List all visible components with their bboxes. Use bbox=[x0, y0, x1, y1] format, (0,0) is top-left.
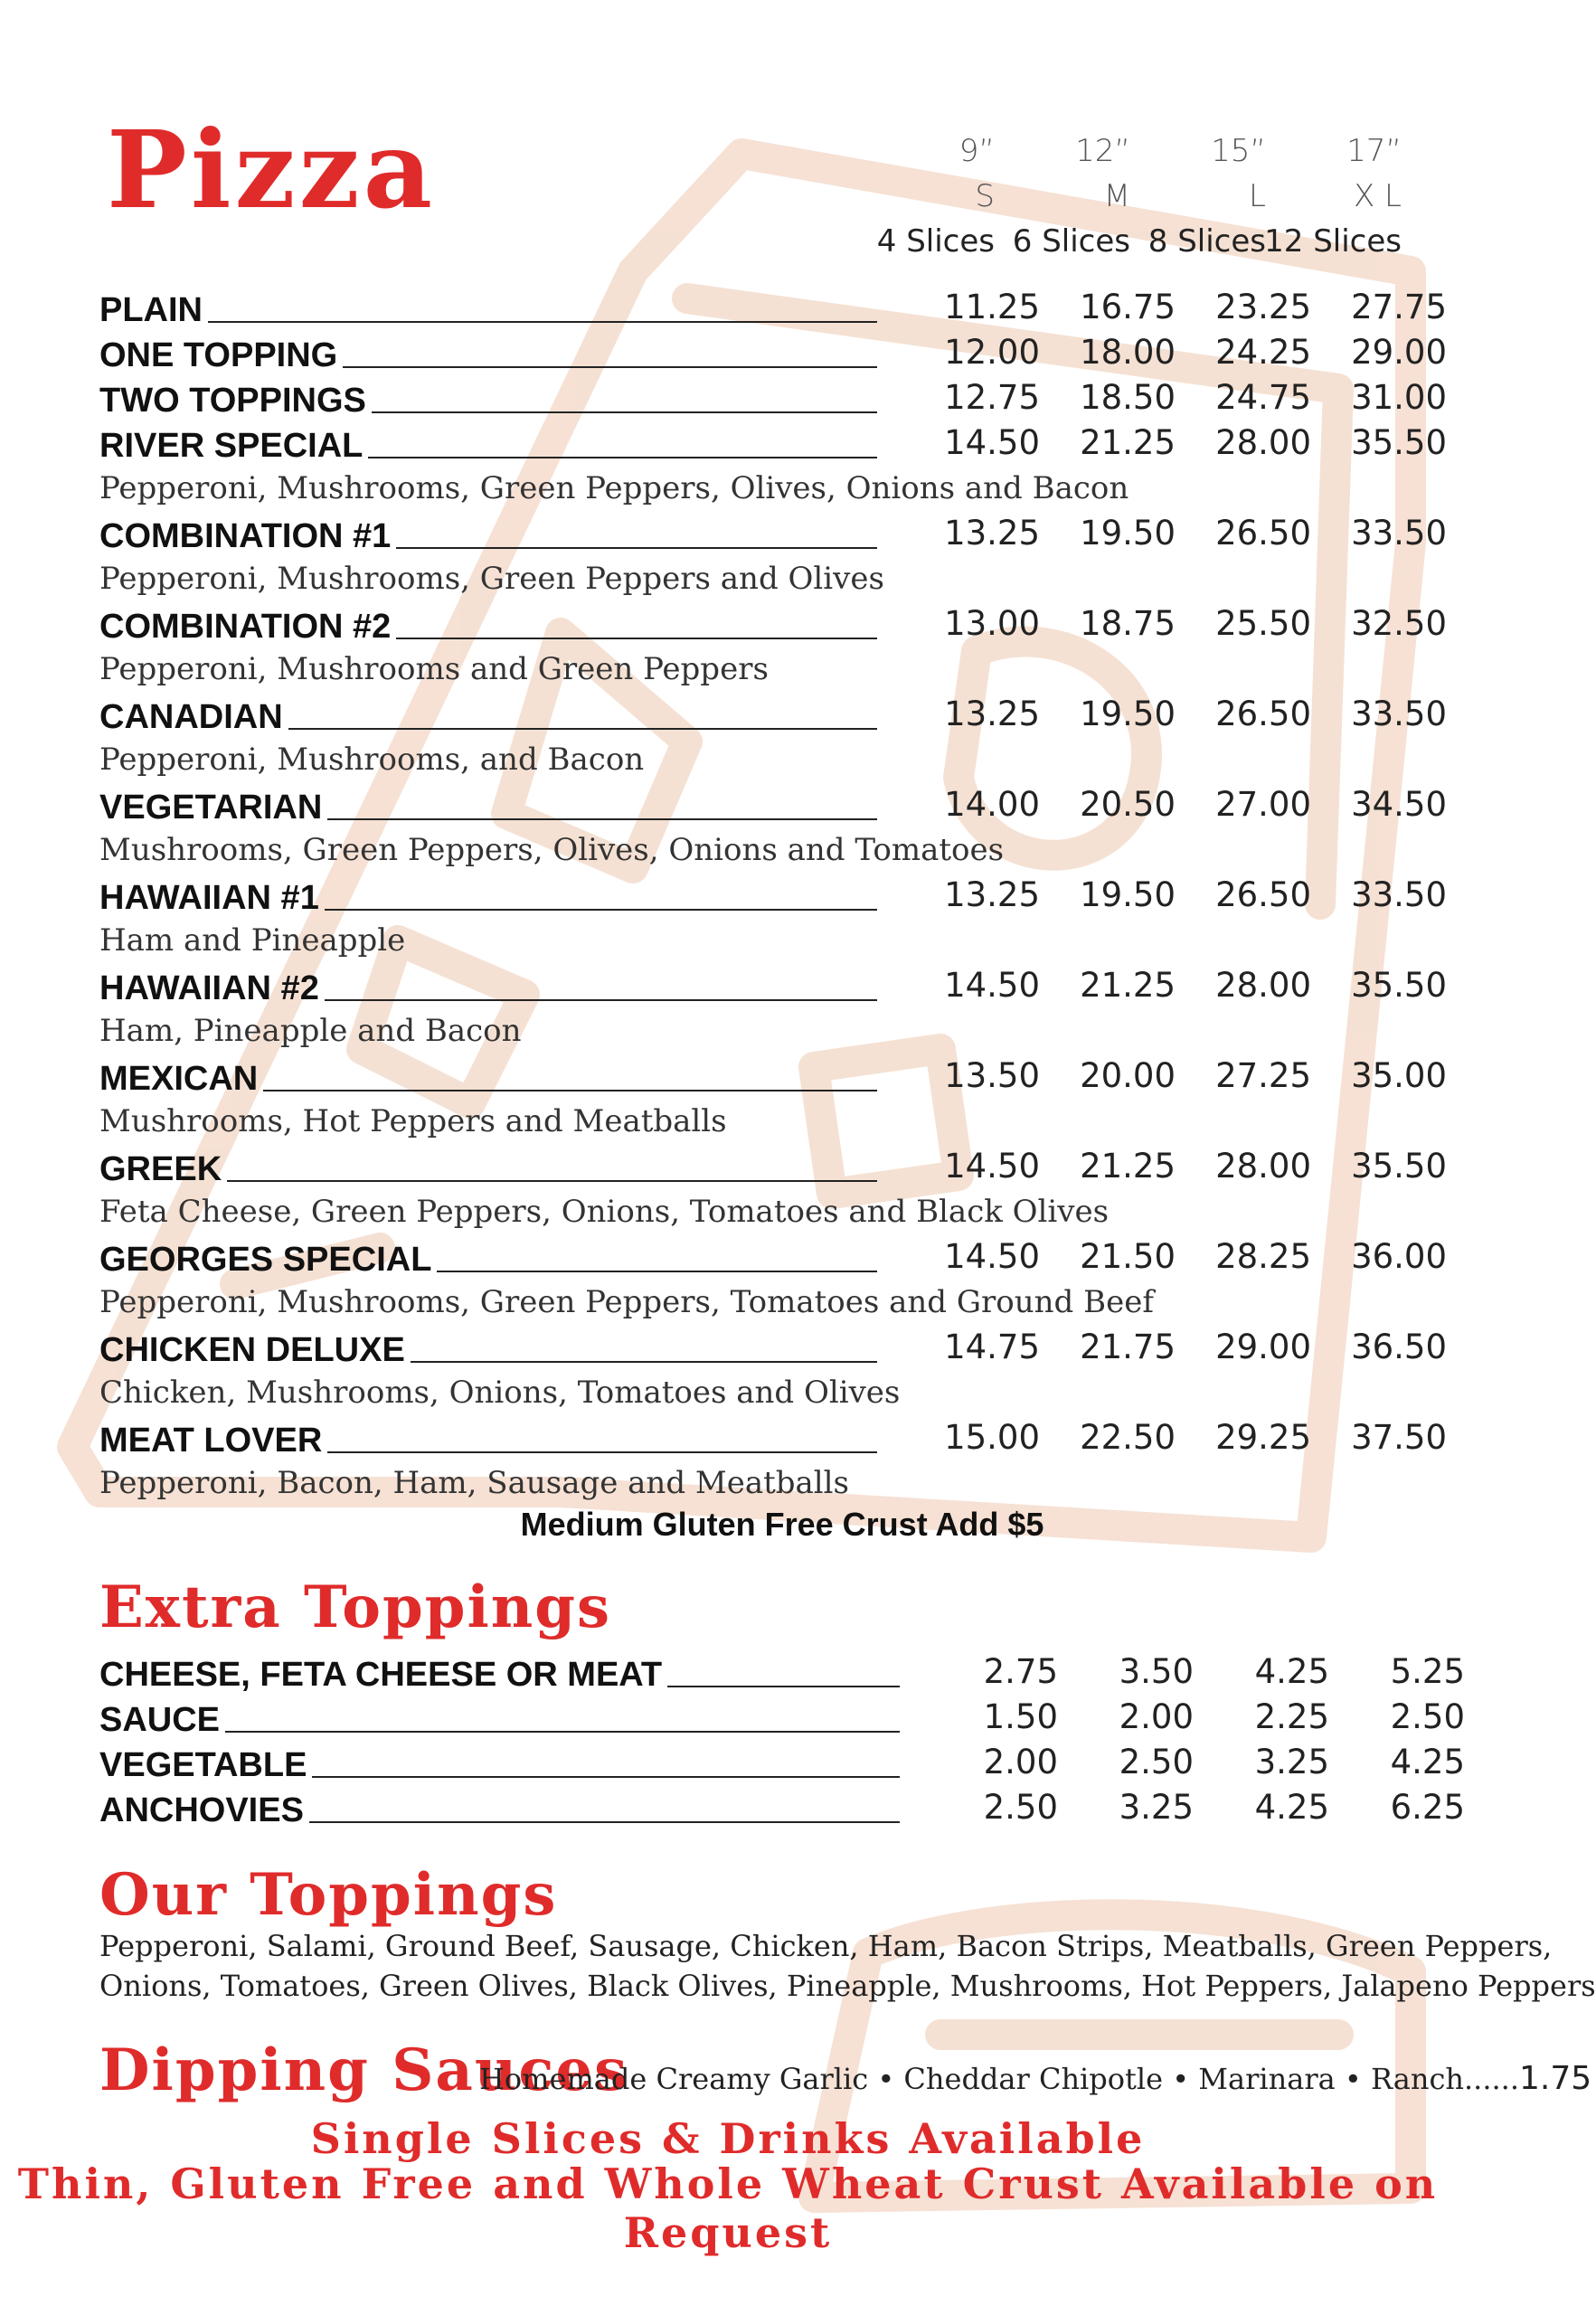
price-medium: 19.50 bbox=[1080, 514, 1176, 553]
item-description: Pepperoni, Mushrooms, Green Peppers, Olives, Onions and Bacon bbox=[99, 470, 1129, 506]
price-xl: 37.50 bbox=[1351, 1418, 1447, 1457]
price-small: 13.00 bbox=[944, 604, 1040, 643]
price-large: 29.25 bbox=[1215, 1418, 1311, 1457]
pizza-list bbox=[99, 285, 1447, 1506]
footer-line-2: Thin, Gluten Free and Whole Wheat Crust Available on Request bbox=[17, 2159, 1439, 2257]
item-description: Chicken, Mushrooms, Onions, Tomatoes and Olives bbox=[99, 1375, 901, 1411]
price-large: 28.25 bbox=[1215, 1237, 1311, 1276]
price-medium: 3.50 bbox=[1119, 1652, 1194, 1691]
price-medium: 16.75 bbox=[1080, 288, 1176, 326]
size-letter: L bbox=[1249, 178, 1266, 214]
item-description: Ham and Pineapple bbox=[99, 922, 406, 959]
size-inches: 17” bbox=[1346, 133, 1402, 169]
menu-item-row bbox=[99, 1415, 1447, 1460]
leader-line bbox=[325, 909, 877, 911]
price-small: 13.25 bbox=[944, 875, 1040, 914]
price-small: 13.25 bbox=[944, 694, 1040, 733]
size-slices: 12 Slices bbox=[1264, 223, 1402, 260]
price-medium: 22.50 bbox=[1080, 1418, 1176, 1457]
size-slices: 4 Slices bbox=[876, 223, 995, 260]
price-medium: 19.50 bbox=[1080, 875, 1176, 914]
price-small: 13.50 bbox=[944, 1056, 1040, 1095]
item-name: HAWAIIAN #1 bbox=[99, 879, 319, 917]
item-name: TWO TOPPINGS bbox=[99, 382, 366, 420]
item-name: VEGETABLE bbox=[99, 1746, 307, 1784]
leader-line bbox=[372, 411, 877, 413]
price-large: 4.25 bbox=[1254, 1788, 1329, 1827]
price-small: 2.00 bbox=[983, 1743, 1058, 1781]
item-name: CANADIAN bbox=[99, 698, 283, 736]
price-small: 1.50 bbox=[983, 1697, 1058, 1736]
menu-item-row bbox=[99, 285, 1447, 330]
price-large: 4.25 bbox=[1254, 1652, 1329, 1691]
size-letter: X L bbox=[1353, 178, 1402, 214]
price-small: 15.00 bbox=[944, 1418, 1040, 1457]
price-small: 2.50 bbox=[983, 1788, 1058, 1827]
leader-line bbox=[411, 1361, 877, 1363]
menu-item-row bbox=[99, 601, 1447, 647]
price-xl: 6.25 bbox=[1390, 1788, 1465, 1827]
price-large: 28.00 bbox=[1215, 1147, 1311, 1186]
price-large: 25.50 bbox=[1215, 604, 1311, 643]
price-medium: 20.50 bbox=[1080, 785, 1176, 824]
leader-line bbox=[343, 366, 877, 368]
price-medium: 2.00 bbox=[1119, 1697, 1194, 1736]
menu-item-row bbox=[99, 420, 1447, 466]
leader-line bbox=[667, 1686, 900, 1687]
price-medium: 21.25 bbox=[1080, 1147, 1176, 1186]
size-inches: 12” bbox=[1075, 133, 1130, 169]
sauce-list: Homemade Creamy Garlic • Cheddar Chipotle • Marinara • Ranch bbox=[479, 2062, 1464, 2096]
price-medium: 21.75 bbox=[1080, 1328, 1176, 1366]
price-xl: 33.50 bbox=[1351, 694, 1447, 733]
size-column-medium bbox=[986, 128, 1130, 264]
price-large: 23.25 bbox=[1215, 288, 1311, 326]
item-name: CHICKEN DELUXE bbox=[99, 1331, 405, 1369]
price-large: 2.25 bbox=[1254, 1697, 1329, 1736]
price-medium: 18.50 bbox=[1080, 378, 1176, 417]
price-medium: 19.50 bbox=[1080, 694, 1176, 733]
menu-item-row bbox=[99, 873, 1447, 918]
price-large: 27.00 bbox=[1215, 785, 1311, 824]
item-description: Pepperoni, Mushrooms, Green Peppers and Olives bbox=[99, 561, 884, 597]
item-description: Pepperoni, Mushrooms, Green Peppers, Tomatoes and Ground Beef bbox=[99, 1284, 1154, 1320]
item-name: PLAIN bbox=[99, 291, 203, 329]
price-small: 14.75 bbox=[944, 1328, 1040, 1366]
footer-line-1: Single Slices & Drinks Available bbox=[310, 2114, 1146, 2163]
item-name: HAWAIIAN #2 bbox=[99, 969, 319, 1007]
item-name: GREEK bbox=[99, 1150, 222, 1188]
price-xl: 33.50 bbox=[1351, 875, 1447, 914]
item-description: Pepperoni, Mushrooms, and Bacon bbox=[99, 742, 645, 778]
price-medium: 21.25 bbox=[1080, 966, 1176, 1005]
price-xl: 34.50 bbox=[1351, 785, 1447, 824]
leader-line bbox=[288, 728, 877, 730]
item-description: Feta Cheese, Green Peppers, Onions, Tomatoes and Black Olives bbox=[99, 1194, 1110, 1230]
price-medium: 21.25 bbox=[1080, 423, 1176, 462]
item-name: COMBINATION #1 bbox=[99, 517, 392, 555]
size-inches: 9” bbox=[959, 133, 995, 169]
leader-line bbox=[263, 1090, 877, 1091]
price-large: 3.25 bbox=[1254, 1743, 1329, 1781]
item-description: Pepperoni, Bacon, Ham, Sausage and Meatballs bbox=[99, 1465, 849, 1501]
extra-toppings-title: Extra Toppings bbox=[99, 1573, 612, 1641]
price-xl: 5.25 bbox=[1390, 1652, 1465, 1691]
price-xl: 29.00 bbox=[1351, 333, 1447, 372]
item-description: Ham, Pineapple and Bacon bbox=[99, 1013, 522, 1049]
menu-item-row bbox=[99, 1325, 1447, 1370]
item-name: VEGETARIAN bbox=[99, 789, 323, 827]
menu-item-row bbox=[99, 692, 1447, 737]
toppings-line: Pepperoni, Salami, Ground Beef, Sausage, Chicken, Ham, Bacon Strips, Meatballs, Green Peppers, bbox=[99, 1929, 1553, 1963]
price-small: 12.00 bbox=[944, 333, 1040, 372]
price-medium: 21.50 bbox=[1080, 1237, 1176, 1276]
menu-item-row bbox=[99, 1649, 1465, 1695]
price-xl: 27.75 bbox=[1351, 288, 1447, 326]
leader-line bbox=[437, 1271, 877, 1272]
price-xl: 32.50 bbox=[1351, 604, 1447, 643]
leader-line bbox=[396, 638, 877, 639]
item-name: MEXICAN bbox=[99, 1060, 259, 1098]
pizza-title: Pizza bbox=[107, 107, 437, 232]
item-name: ANCHOVIES bbox=[99, 1791, 304, 1829]
dipping-sauces-line bbox=[479, 2060, 1591, 2097]
price-xl: 2.50 bbox=[1390, 1697, 1465, 1736]
price-large: 24.75 bbox=[1215, 378, 1311, 417]
price-xl: 31.00 bbox=[1351, 378, 1447, 417]
menu-item-row bbox=[99, 511, 1447, 556]
menu-item-row bbox=[99, 330, 1447, 375]
item-name: COMBINATION #2 bbox=[99, 608, 392, 646]
dipping-sauces-title: Dipping Sauces bbox=[99, 2036, 629, 2104]
item-description: Mushrooms, Hot Peppers and Meatballs bbox=[99, 1103, 727, 1139]
our-toppings-text bbox=[99, 1926, 1596, 2006]
price-small: 13.25 bbox=[944, 514, 1040, 553]
price-large: 26.50 bbox=[1215, 875, 1311, 914]
price-xl: 35.00 bbox=[1351, 1056, 1447, 1095]
price-medium: 18.00 bbox=[1080, 333, 1176, 372]
leader-line bbox=[208, 321, 877, 323]
size-slices: 8 Slices bbox=[1147, 223, 1266, 260]
item-name: ONE TOPPING bbox=[99, 336, 338, 374]
size-inches: 15” bbox=[1211, 133, 1266, 169]
price-small: 14.50 bbox=[944, 966, 1040, 1005]
size-column-xl bbox=[1257, 128, 1402, 264]
size-letter: S bbox=[975, 178, 995, 214]
menu-item-row bbox=[99, 375, 1447, 420]
menu-item-row bbox=[99, 1695, 1465, 1740]
price-small: 14.50 bbox=[944, 1237, 1040, 1276]
price-xl: 36.50 bbox=[1351, 1328, 1447, 1366]
menu-item-row bbox=[99, 1054, 1447, 1099]
leader-line bbox=[327, 818, 877, 820]
price-small: 11.25 bbox=[944, 288, 1040, 326]
price-small: 2.75 bbox=[983, 1652, 1058, 1691]
item-name: GEORGES SPECIAL bbox=[99, 1241, 432, 1279]
leader-line bbox=[325, 999, 877, 1001]
sauce-price: 1.75 bbox=[1519, 2060, 1592, 2097]
price-xl: 35.50 bbox=[1351, 1147, 1447, 1186]
price-small: 14.50 bbox=[944, 1147, 1040, 1186]
size-letter: M bbox=[1103, 178, 1130, 214]
price-small: 14.50 bbox=[944, 423, 1040, 462]
price-medium: 18.75 bbox=[1080, 604, 1176, 643]
item-name: MEAT LOVER bbox=[99, 1422, 323, 1460]
price-xl: 35.50 bbox=[1351, 966, 1447, 1005]
menu-item-row bbox=[99, 782, 1447, 827]
menu-item-row bbox=[99, 1785, 1465, 1830]
price-xl: 35.50 bbox=[1351, 423, 1447, 462]
leader-line bbox=[368, 457, 877, 458]
leader-line bbox=[312, 1776, 900, 1778]
price-xl: 4.25 bbox=[1390, 1743, 1465, 1781]
price-small: 14.00 bbox=[944, 785, 1040, 824]
price-large: 28.00 bbox=[1215, 423, 1311, 462]
leader-line bbox=[227, 1180, 877, 1182]
menu-item-row bbox=[99, 1144, 1447, 1189]
menu-item-row bbox=[99, 1740, 1465, 1785]
extra-toppings-list bbox=[99, 1649, 1465, 1830]
price-small: 12.75 bbox=[944, 378, 1040, 417]
leader-line bbox=[396, 547, 877, 549]
price-medium: 2.50 bbox=[1119, 1743, 1194, 1781]
price-medium: 3.25 bbox=[1119, 1788, 1194, 1827]
price-large: 26.50 bbox=[1215, 514, 1311, 553]
item-name: CHEESE, FETA CHEESE OR MEAT bbox=[99, 1656, 663, 1694]
leader-line bbox=[309, 1821, 900, 1823]
price-medium: 20.00 bbox=[1080, 1056, 1176, 1095]
price-large: 29.00 bbox=[1215, 1328, 1311, 1366]
size-column-large bbox=[1121, 128, 1266, 264]
price-xl: 33.50 bbox=[1351, 514, 1447, 553]
price-xl: 36.00 bbox=[1351, 1237, 1447, 1276]
item-description: Mushrooms, Green Peppers, Olives, Onions and Tomatoes bbox=[99, 832, 1005, 868]
size-slices: 6 Slices bbox=[1012, 223, 1130, 260]
menu-item-row bbox=[99, 963, 1447, 1008]
price-large: 28.00 bbox=[1215, 966, 1311, 1005]
item-name: SAUCE bbox=[99, 1701, 221, 1739]
sauce-leader: ...... bbox=[1463, 2062, 1520, 2096]
menu-item-row bbox=[99, 1234, 1447, 1280]
item-description: Pepperoni, Mushrooms and Green Peppers bbox=[99, 651, 769, 687]
our-toppings-title: Our Toppings bbox=[99, 1861, 558, 1929]
gluten-free-note: Medium Gluten Free Crust Add $5 bbox=[520, 1506, 1044, 1543]
leader-line bbox=[327, 1451, 877, 1453]
leader-line bbox=[225, 1731, 900, 1733]
price-large: 24.25 bbox=[1215, 333, 1311, 372]
price-large: 26.50 bbox=[1215, 694, 1311, 733]
toppings-line: Onions, Tomatoes, Green Olives, Black Olives, Pineapple, Mushrooms, Hot Peppers, Jalapeno Peppers bbox=[99, 1969, 1596, 2003]
item-name: RIVER SPECIAL bbox=[99, 427, 364, 465]
size-column-small bbox=[850, 128, 995, 264]
price-large: 27.25 bbox=[1215, 1056, 1311, 1095]
